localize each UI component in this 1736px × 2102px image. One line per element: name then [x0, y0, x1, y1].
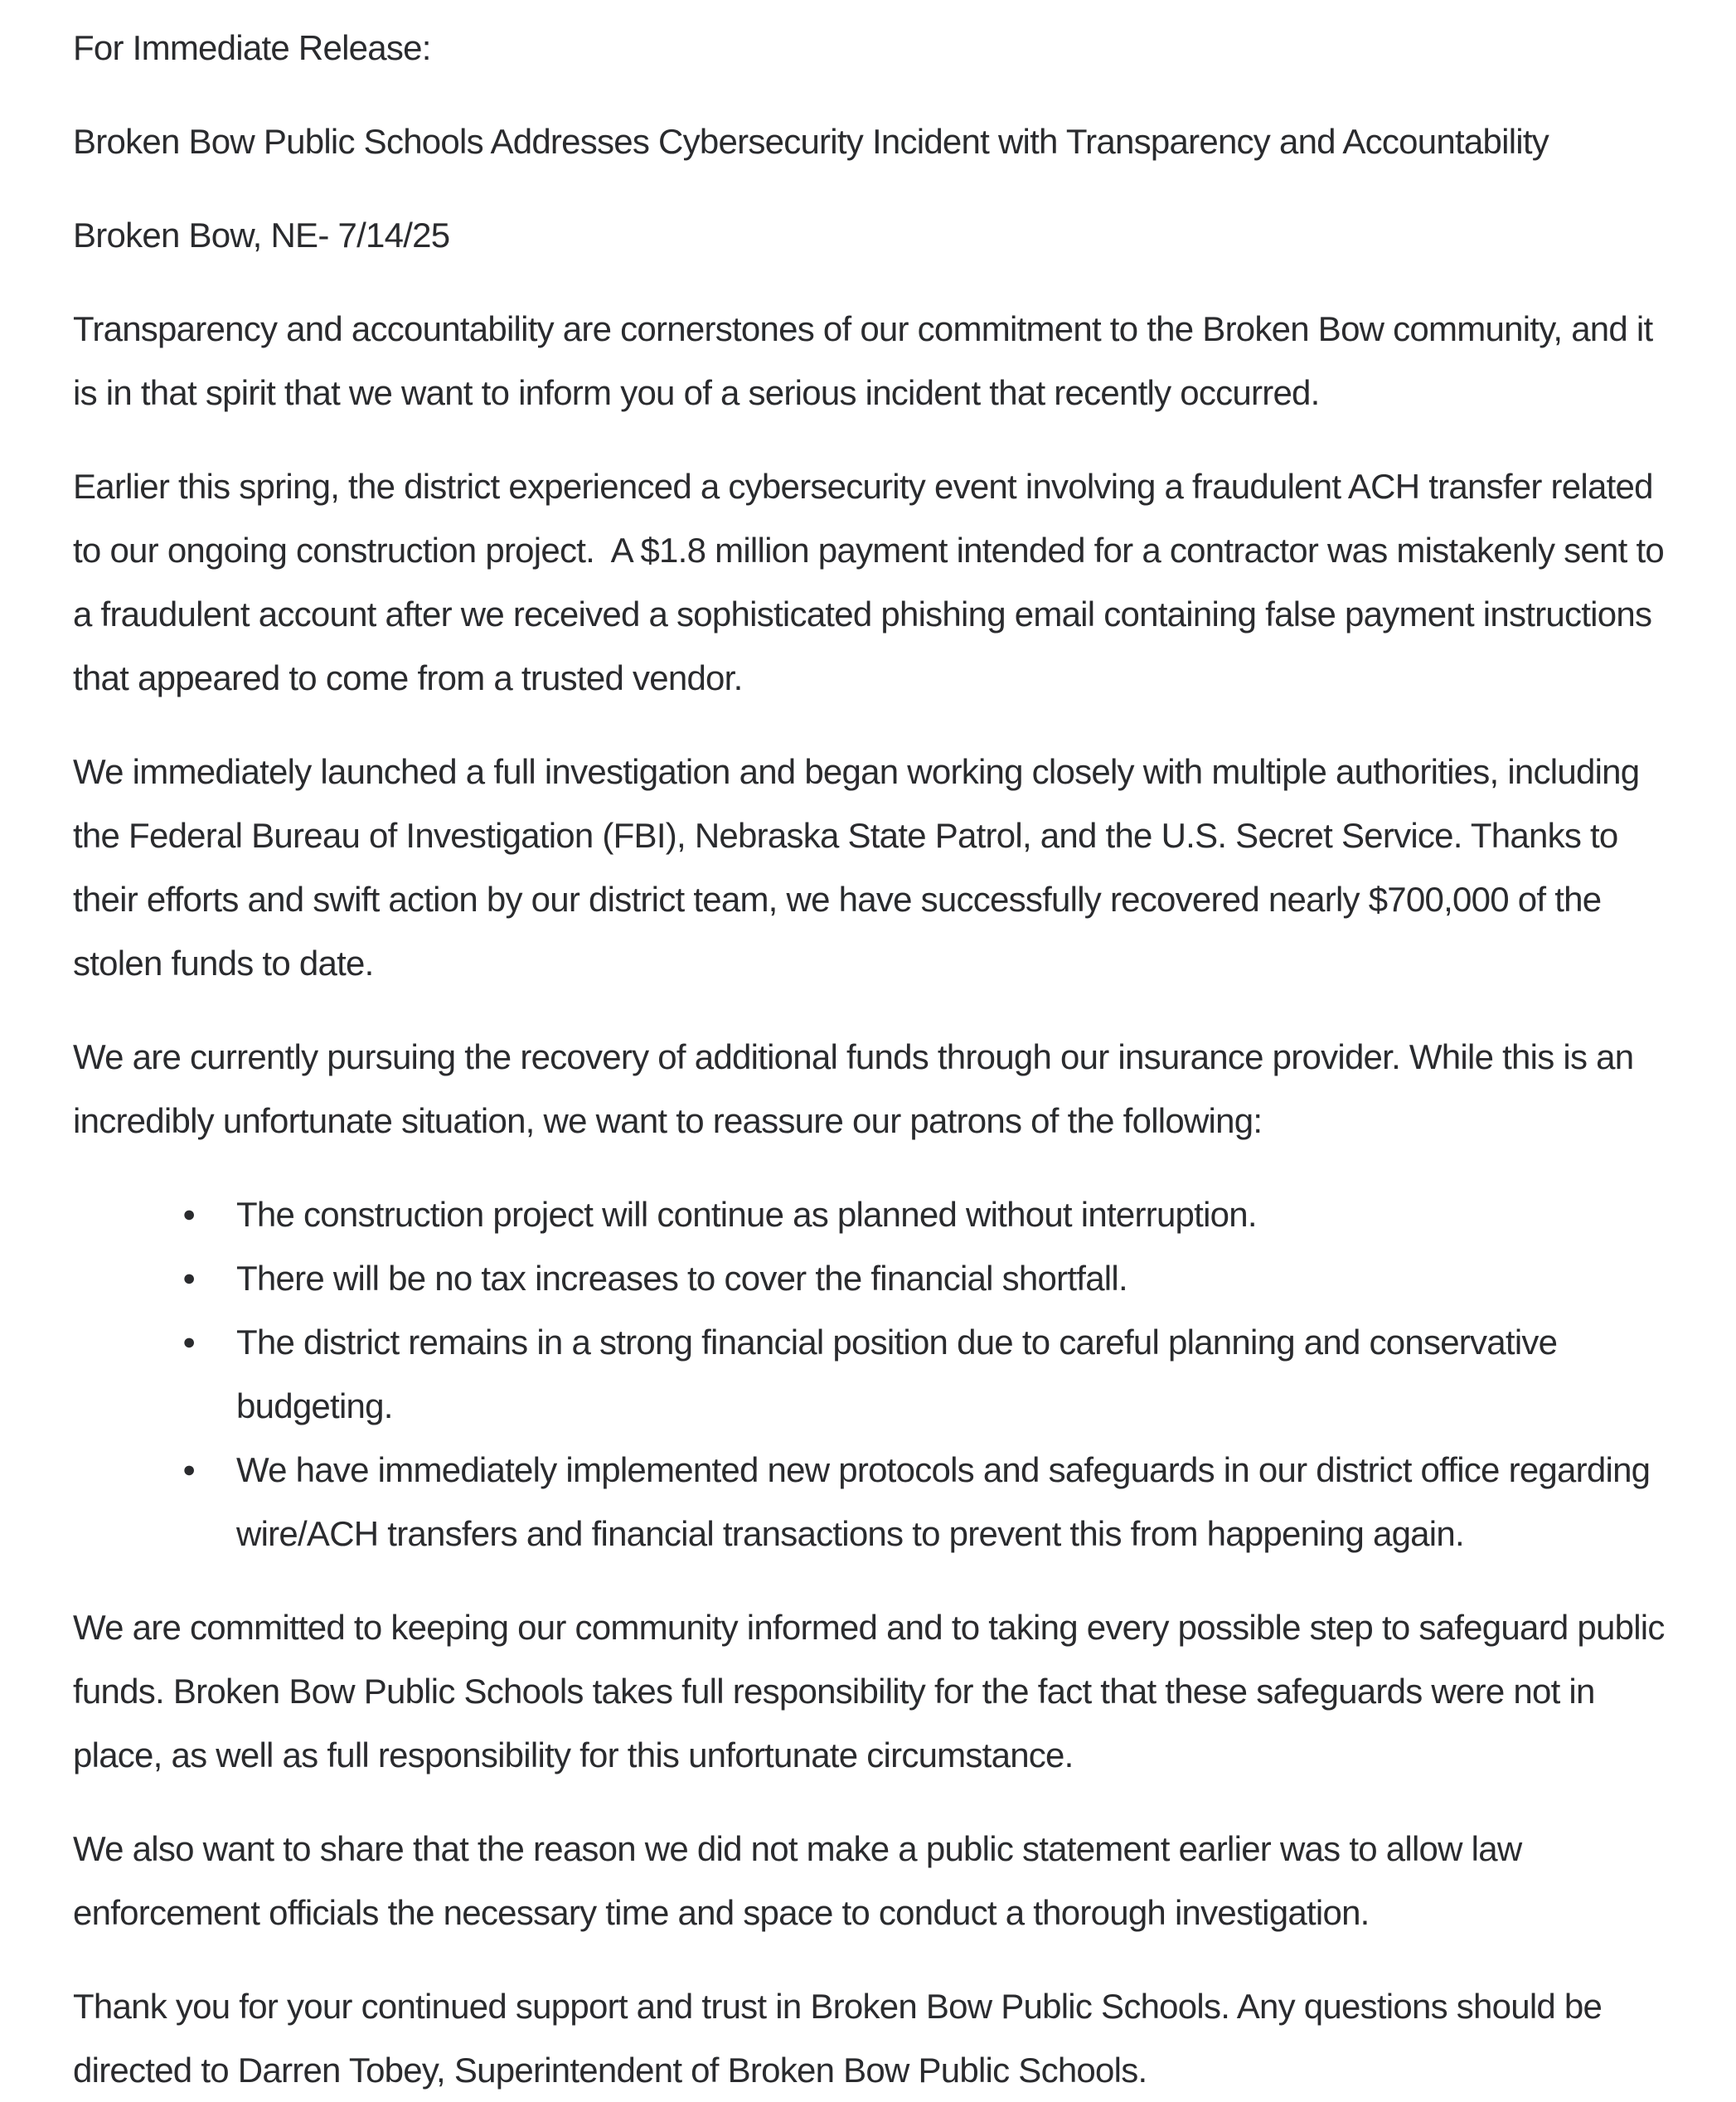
list-item [182, 1182, 1666, 1246]
list-item-text: We have immediately implemented new protocols and safeguards in our district office regarding wire/ACH transfers and financial transactions to prevent this from happening again. [236, 1450, 1660, 1553]
assurances-list [73, 1182, 1666, 1566]
disclosure-timing-paragraph: We also want to share that the reason we did not make a public statement earlier was to allow law enforcement officials the necessary time and space to conduct a thorough investigation. [73, 1829, 1531, 1932]
headline: Broken Bow Public Schools Addresses Cybersecurity Incident with Transparency and Accountability [73, 122, 1549, 161]
list-item-text: The construction project will continue as planned without interruption. [236, 1195, 1257, 1234]
dateline: Broken Bow, NE- 7/14/25 [73, 216, 450, 255]
bullet-icon: ● [182, 1329, 196, 1354]
list-item-text: The district remains in a strong financial position due to careful planning and conservative budgeting. [236, 1323, 1567, 1425]
incident-paragraph: Earlier this spring, the district experienced a cybersecurity event involving a fraudulent ACH transfer related to our ongoing construction project. A $1.8 million payment intended for a contractor was mistakenly sent to a fraudulent account after we received a sophisticated phishing email containing false payment instructions that appeared to come from a trusted vendor. [73, 467, 1673, 697]
thank-you-paragraph: Thank you for your continued support and trust in Broken Bow Public Schools. Any questions should be directed to Darren Tobey, Superintendent of Broken Bow Public Schools. [73, 1987, 1612, 2090]
bullet-icon: ● [182, 1201, 196, 1226]
list-item [182, 1246, 1666, 1310]
commitment-paragraph: We are committed to keeping our community informed and to taking every possible step to safeguard public funds. Broken Bow Public Schools takes full responsibility for the fact that these safeguards were not in place, as well as full responsibility for this unfortunate circumstance. [73, 1608, 1674, 1774]
list-item [182, 1310, 1666, 1438]
investigation-paragraph: We immediately launched a full investigation and began working closely with multiple authorities, including the Federal Bureau of Investigation (FBI), Nebraska State Patrol, and the U.S. Secret Service. Thanks to their efforts and swift action by our district team, we have successfully recovered nearly $700,000 of the stolen funds to date. [73, 752, 1649, 983]
list-item [182, 1438, 1666, 1566]
reassurance-lead-paragraph: We are currently pursuing the recovery of additional funds through our insurance provider. While this is an incredibly unfortunate situation, we want to reassure our patrons of the following: [73, 1037, 1643, 1140]
bullet-icon: ● [182, 1457, 196, 1482]
bullet-icon: ● [182, 1265, 196, 1290]
release-line: For Immediate Release: [73, 28, 431, 67]
list-item-text: There will be no tax increases to cover the financial shortfall. [236, 1259, 1127, 1298]
intro-paragraph: Transparency and accountability are cornerstones of our commitment to the Broken Bow community, and it is in that spirit that we want to inform you of a serious incident that recently occurred. [73, 309, 1662, 412]
